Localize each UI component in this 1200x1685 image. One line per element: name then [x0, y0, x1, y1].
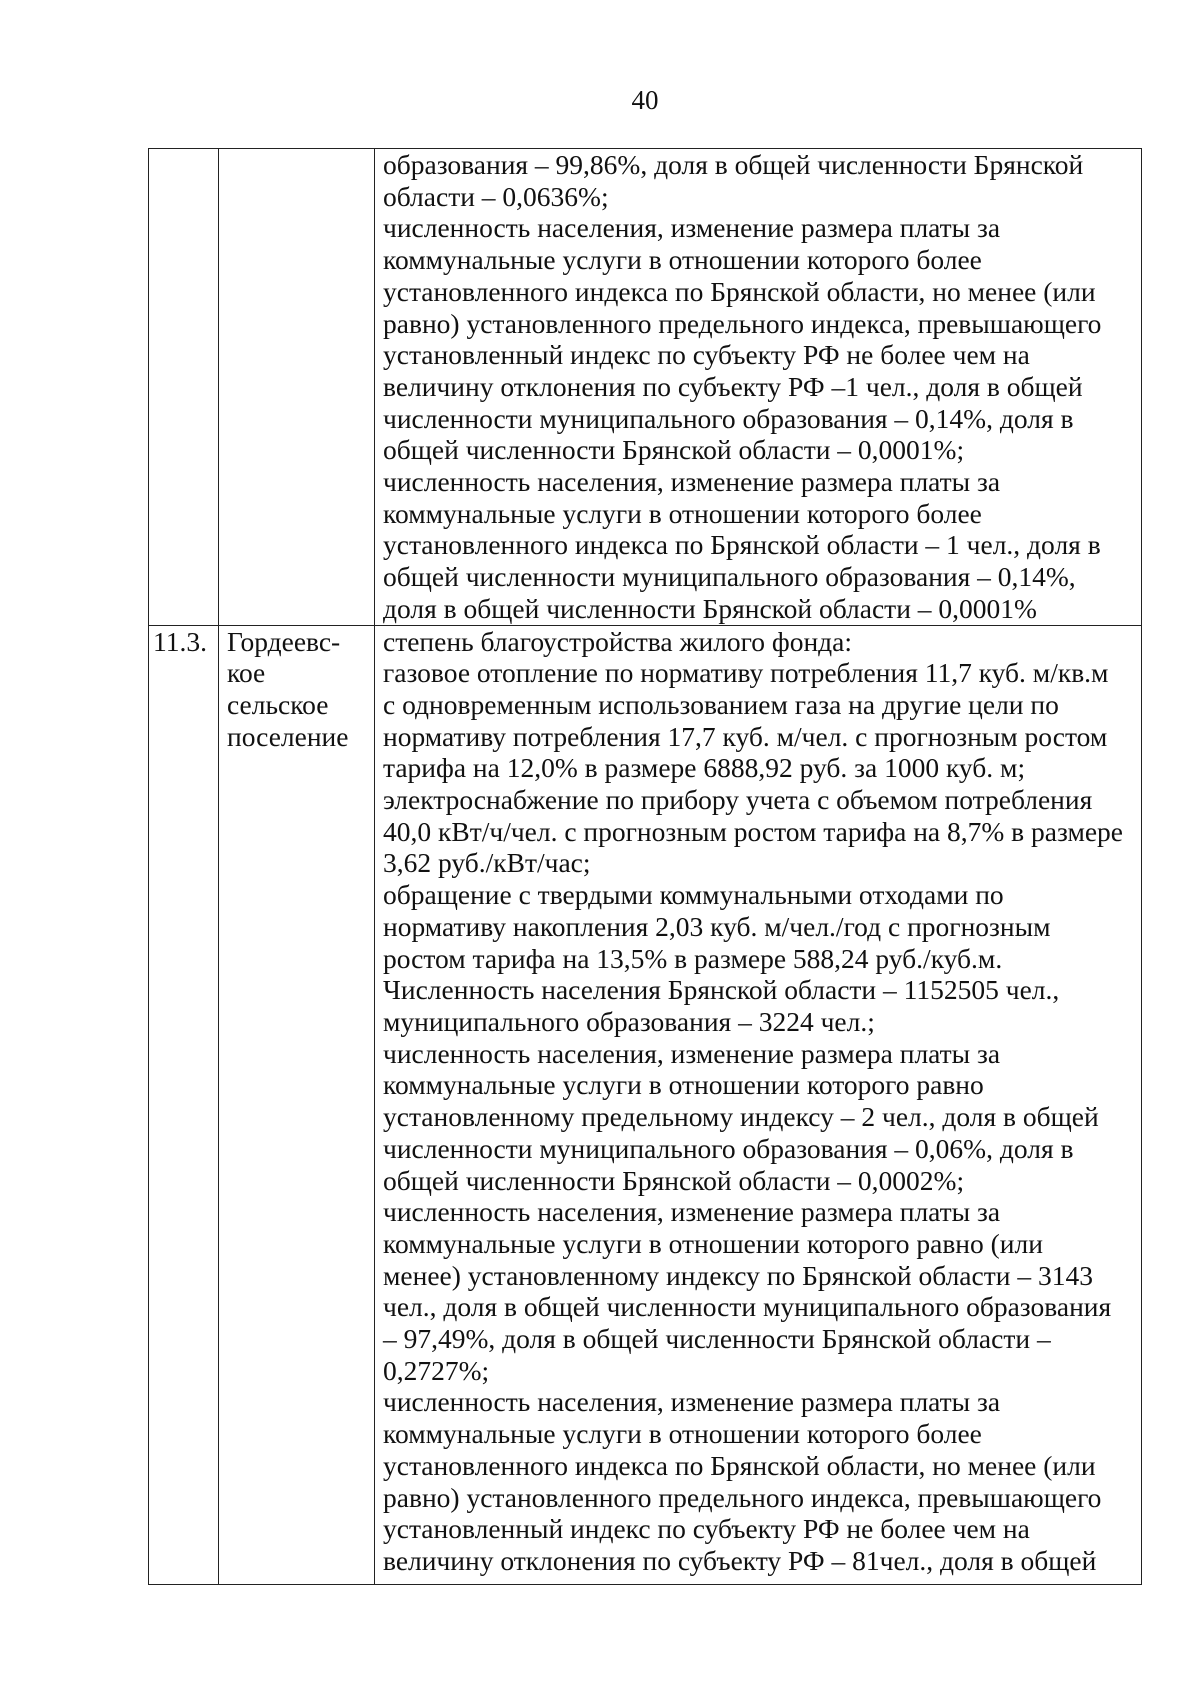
municipality-name-line: поселение [227, 720, 349, 752]
description-cell [375, 149, 1142, 626]
description-line: коммунальные услуги в отношении которого более [383, 497, 982, 529]
description-line: 0,2727%; [383, 1354, 490, 1386]
description-line: области – 0,0636%; [383, 180, 609, 212]
description-line: величину отклонения по субъекту РФ – 81чел., доля в общей [383, 1544, 1097, 1576]
description-line: нормативу накопления 2,03 куб. м/чел./год с прогнозным [383, 910, 1051, 942]
description-line: коммунальные услуги в отношении которого равно [383, 1069, 984, 1101]
description-line: тарифа на 12,0% в размере 6888,92 руб. за 1000 куб. м; [383, 752, 1026, 784]
description-cell [375, 625, 1142, 1584]
description-line: установленного индекса по Брянской области, но менее (или [383, 1449, 1096, 1481]
description-line: коммунальные услуги в отношении которого равно (или [383, 1227, 1043, 1259]
description-line: численность населения, изменение размера платы за [383, 1196, 1001, 1228]
description-line: численность населения, изменение размера платы за [383, 1037, 1001, 1069]
description-line: установленного индекса по Брянской области – 1 чел., доля в [383, 529, 1101, 561]
municipality-name-line: кое [227, 657, 266, 689]
description-line: 3,62 руб./кВт/час; [383, 847, 591, 879]
description-line: коммунальные услуги в отношении которого более [383, 244, 982, 276]
description-line: обращение с твердыми коммунальными отходами по [383, 879, 1004, 911]
description-line: численности муниципального образования – 0,06%, доля в [383, 1132, 1074, 1164]
description-line: численность населения, изменение размера платы за [383, 1386, 1001, 1418]
description-line: чел., доля в общей численности муниципального образования [383, 1291, 1112, 1323]
page-number: 40 [631, 85, 659, 115]
description-line: муниципального образования – 3224 чел.; [383, 1005, 875, 1037]
row-number-cell [149, 625, 219, 1584]
description-line: с одновременным использованием газа на другие цели по [383, 688, 1059, 720]
description-line: доля в общей численности Брянской области – 0,0001% [383, 592, 1037, 624]
description-line: – 97,49%, доля в общей численности Брянской области – [383, 1323, 1051, 1355]
description-line: общей численности муниципального образования – 0,14%, [383, 561, 1076, 593]
table-row [149, 625, 1142, 1584]
description-line: равно) установленного предельного индекса, превышающего [383, 307, 1102, 339]
description-line: величину отклонения по субъекту РФ –1 чел., доля в общей [383, 370, 1083, 402]
municipality-name-line: сельское [227, 688, 329, 720]
description-line: 40,0 кВт/ч/чел. с прогнозным ростом тарифа на 8,7% в размере [383, 815, 1124, 847]
description-line: общей численности Брянской области – 0,0001%; [383, 434, 965, 466]
municipality-name-cell [219, 625, 375, 1584]
description-line: установленному предельному индексу – 2 чел., доля в общей [383, 1101, 1099, 1133]
municipality-name-line: Гордеевс- [227, 625, 341, 657]
description-line: общей численности Брянской области – 0,0002%; [383, 1164, 965, 1196]
description-line: степень благоустройства жилого фонда: [383, 625, 853, 657]
description-line: установленный индекс по субъекту РФ не более чем на [383, 339, 1030, 371]
description-line: численность населения, изменение размера платы за [383, 466, 1001, 498]
description-line: образования – 99,86%, доля в общей численности Брянской [383, 149, 1084, 180]
description-line: равно) установленного предельного индекса, превышающего [383, 1481, 1102, 1513]
description-line: Численность населения Брянской области – 1152505 чел., [383, 974, 1060, 1006]
description-line: установленный индекс по субъекту РФ не более чем на [383, 1513, 1030, 1545]
description-line: ростом тарифа на 13,5% в размере 588,24 руб./куб.м. [383, 942, 1003, 974]
row-number: 11.3. [153, 625, 207, 657]
description-line: установленного индекса по Брянской области, но менее (или [383, 275, 1096, 307]
description-line: менее) установленному индексу по Брянской области – 3143 [383, 1259, 1093, 1291]
description-line: коммунальные услуги в отношении которого более [383, 1418, 982, 1450]
description-line: нормативу потребления 17,7 куб. м/чел. с прогнозным ростом [383, 720, 1108, 752]
data-table [148, 148, 1142, 1585]
description-line: газовое отопление по нормативу потребления 11,7 куб. м/кв.м [383, 657, 1109, 689]
description-line: численности муниципального образования – 0,14%, доля в [383, 402, 1074, 434]
municipality-name-cell [219, 149, 375, 626]
row-number-cell [149, 149, 219, 626]
description-line: электроснабжение по прибору учета с объемом потребления [383, 784, 1093, 816]
description-line: численность населения, изменение размера платы за [383, 212, 1001, 244]
table-row [149, 149, 1142, 626]
